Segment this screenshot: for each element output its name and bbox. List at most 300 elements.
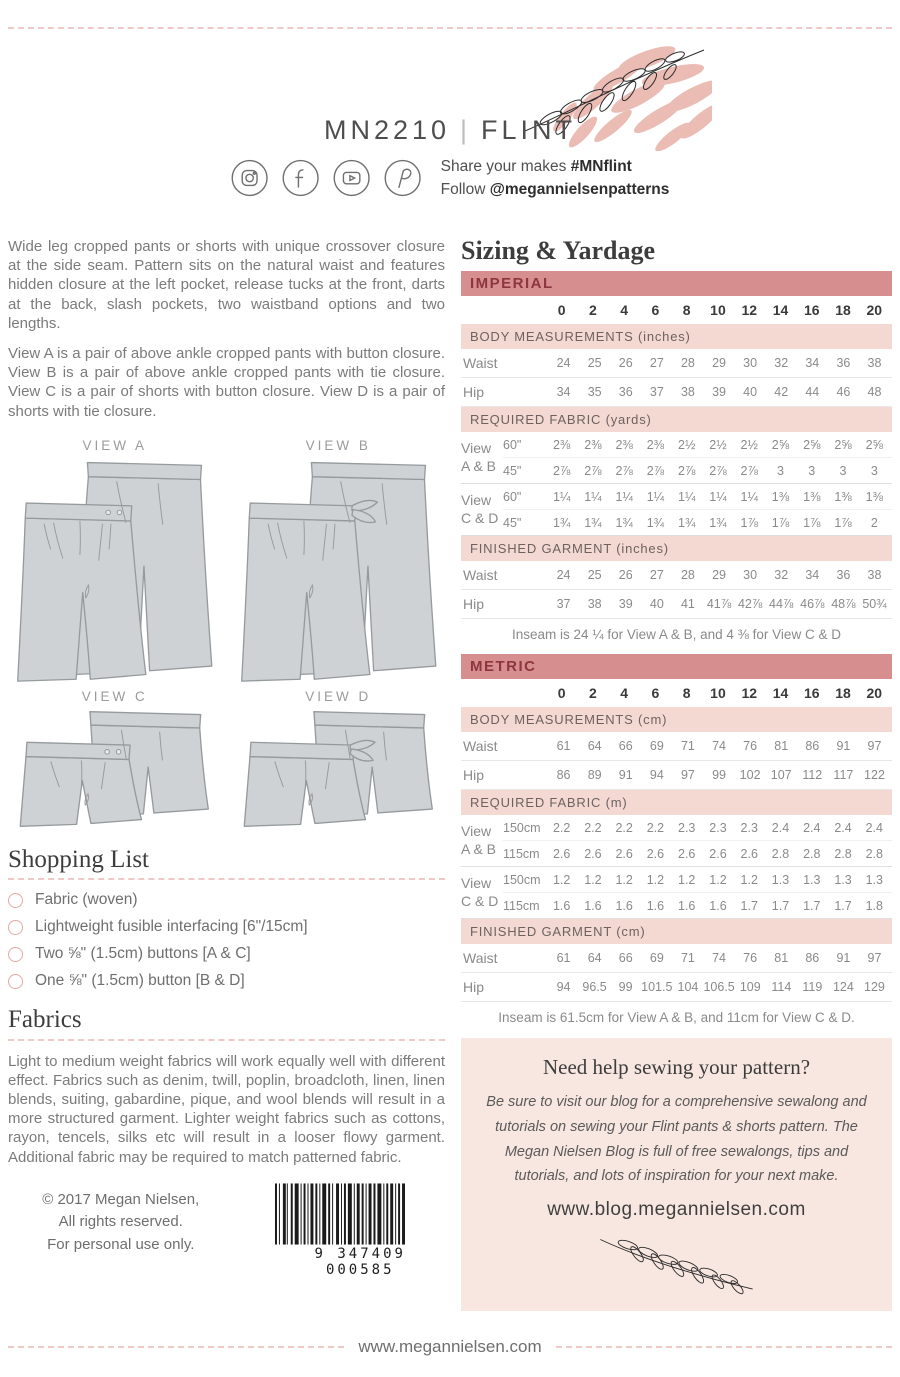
copyright-line: All rights reserved. xyxy=(58,1213,183,1231)
table-cell: 1⅜ xyxy=(834,489,852,504)
table-cell: 64 xyxy=(587,739,602,754)
table-cell: 2.6 xyxy=(678,846,696,861)
body-measurements-band: BODY MEASUREMENTS (cm) xyxy=(461,707,892,732)
table-cell: 38 xyxy=(587,597,602,612)
table-cell: 1.2 xyxy=(678,872,696,887)
table-cell: 2.8 xyxy=(865,846,883,861)
shopping-item-label: One ⅝" (1.5cm) button [B & D] xyxy=(35,972,245,990)
shopping-item-label: Two ⅝" (1.5cm) buttons [A & C] xyxy=(35,945,251,963)
fabric-group-view-cd xyxy=(461,867,892,919)
shopping-item-label: Lightweight fusible interfacing [6"/15cm] xyxy=(35,918,308,936)
table-cell: 2.3 xyxy=(678,820,696,835)
instagram-icon xyxy=(231,159,269,197)
row-label: Waist xyxy=(463,567,498,584)
share-hashtag: #MNflint xyxy=(570,158,632,175)
fabric-row xyxy=(503,815,892,840)
youtube-icon xyxy=(333,159,371,197)
table-cell: 122 xyxy=(864,768,885,783)
table-cell: 2.4 xyxy=(771,820,790,835)
table-cell: 2.4 xyxy=(803,820,821,835)
table-cell: 1.6 xyxy=(709,898,727,913)
table-cell: 10 xyxy=(710,302,726,319)
width-label: 45" xyxy=(503,463,522,478)
imperial-header-bar: IMPERIAL xyxy=(461,271,892,296)
finished-garment-band: FINISHED GARMENT (inches) xyxy=(461,536,892,561)
table-cell: 86 xyxy=(556,768,571,783)
table-cell: 1¼ xyxy=(584,489,602,504)
table-cell: 1¾ xyxy=(709,515,727,530)
table-cell: 32 xyxy=(774,356,789,371)
table-cell: 129 xyxy=(864,980,885,995)
table-cell: 2⅝ xyxy=(865,437,883,452)
width-label: 150cm xyxy=(503,820,541,835)
table-cell: 44 xyxy=(805,385,820,400)
inseam-note: Inseam is 24 ¼ for View A & B, and 4 ⅜ for View C & D xyxy=(512,627,841,643)
table-cell: 48 xyxy=(867,385,882,400)
width-label: 115cm xyxy=(503,846,540,861)
checklist-circle-icon xyxy=(8,947,23,962)
table-cell: 38 xyxy=(867,356,882,371)
table-cell: 1.3 xyxy=(865,872,883,887)
width-label: 60" xyxy=(503,437,522,452)
shopping-item xyxy=(8,972,445,990)
table-cell: 42 xyxy=(774,385,789,400)
row-label: Waist xyxy=(463,950,498,967)
leaf-branch-decoration xyxy=(584,1223,769,1301)
table-cell: 3 xyxy=(870,463,878,478)
table-row-waist xyxy=(461,349,892,378)
table-cell: 3 xyxy=(777,463,784,478)
table-cell: 64 xyxy=(587,951,602,966)
table-cell: 14 xyxy=(772,302,789,319)
footer xyxy=(8,1337,892,1357)
table-cell: 0 xyxy=(557,685,566,702)
table-cell: 24 xyxy=(556,568,571,583)
checklist-circle-icon xyxy=(8,974,23,989)
table-cell: 1¼ xyxy=(709,489,727,504)
table-cell: 91 xyxy=(836,951,851,966)
table-cell: 26 xyxy=(618,356,633,371)
table-cell: 1¾ xyxy=(584,515,602,530)
table-cell: 1¼ xyxy=(615,489,633,504)
table-cell: 1.3 xyxy=(771,872,790,887)
help-title: Need help sewing your pattern? xyxy=(542,1055,811,1080)
table-cell: 76 xyxy=(743,739,758,754)
required-fabric-band: REQUIRED FABRIC (yards) xyxy=(461,407,892,432)
table-cell: 32 xyxy=(774,568,789,583)
dashed-divider xyxy=(8,1039,445,1041)
table-cell: 2⅞ xyxy=(709,463,727,478)
table-cell: 2.6 xyxy=(709,846,727,861)
table-cell: 1.2 xyxy=(740,872,758,887)
table-cell: 38 xyxy=(867,568,882,583)
table-cell: 36 xyxy=(618,385,633,400)
table-cell: 1¾ xyxy=(615,515,633,530)
table-cell: 36 xyxy=(836,568,851,583)
help-box xyxy=(461,1038,892,1311)
row-label: Hip xyxy=(463,384,485,401)
table-cell: 114 xyxy=(771,980,792,995)
width-label: 115cm xyxy=(503,898,540,913)
follow-handle: @megannielsenpatterns xyxy=(489,181,670,199)
table-cell: 74 xyxy=(712,951,726,966)
table-cell: 74 xyxy=(712,739,726,754)
table-cell: 91 xyxy=(618,768,633,783)
checklist-circle-icon xyxy=(8,920,23,935)
footer-url: www.megannielsen.com xyxy=(358,1337,542,1356)
table-cell: 2⅝ xyxy=(771,437,790,452)
table-cell: 1⅜ xyxy=(771,489,790,504)
copyright-line: For personal use only. xyxy=(47,1235,195,1253)
view-d-illustration xyxy=(232,706,446,832)
pinterest-icon xyxy=(384,159,422,197)
table-cell: 106.5 xyxy=(703,980,735,995)
fabrics-paragraph: Light to medium weight fabrics will work equally well with different effect. Fabrics such as denim, twill, poplin, broadcloth, linen, linen blends, suiting, gabardine, pique, and wool blends will result in a more structured garment. Lighter weight fabrics such as cottons, rayon, tencels, silks etc will result in a looser flowy garment. Additional fabric may be required to match patterned fabric. xyxy=(8,1052,445,1166)
width-label: 150cm xyxy=(503,872,541,887)
table-cell: 34 xyxy=(556,385,571,400)
table-cell: 1⅞ xyxy=(803,515,821,530)
right-column xyxy=(461,237,892,1311)
table-cell: 96.5 xyxy=(582,980,607,995)
fabric-group-view-ab xyxy=(461,815,892,867)
table-cell: 35 xyxy=(587,385,602,400)
table-cell: 8 xyxy=(682,685,691,702)
copyright-line: © 2017 Megan Nielsen, xyxy=(42,1190,200,1208)
table-cell: 27 xyxy=(649,356,664,371)
table-cell: 1.2 xyxy=(552,872,571,887)
table-cell: 1⅞ xyxy=(771,515,790,530)
table-cell: 37 xyxy=(556,597,571,612)
table-cell: 14 xyxy=(772,685,789,702)
table-cell: 1.3 xyxy=(834,872,852,887)
table-cell: 16 xyxy=(803,685,820,702)
row-label: Waist xyxy=(463,738,498,755)
table-cell: 29 xyxy=(712,356,726,371)
table-cell: 2.6 xyxy=(740,846,758,861)
table-cell: 16 xyxy=(803,302,820,319)
table-cell: 2⅞ xyxy=(678,463,696,478)
table-cell: 91 xyxy=(836,739,851,754)
table-cell: 99 xyxy=(618,980,633,995)
table-cell: 2⅞ xyxy=(740,463,758,478)
view-b-illustration xyxy=(232,455,446,683)
table-cell: 20 xyxy=(866,685,883,702)
table-cell: 94 xyxy=(649,768,664,783)
table-cell: 109 xyxy=(739,980,761,995)
group-label: View A & B xyxy=(461,440,497,474)
table-cell: 2⅜ xyxy=(615,437,633,452)
title-divider: | xyxy=(460,115,472,145)
table-cell: 66 xyxy=(618,951,633,966)
pattern-name: FLINT xyxy=(481,115,577,145)
table-cell: 94 xyxy=(556,980,571,995)
fabric-row xyxy=(503,892,892,918)
table-cell: 89 xyxy=(587,768,602,783)
table-cell: 1.2 xyxy=(709,872,727,887)
table-cell: 0 xyxy=(557,302,566,319)
table-cell: 6 xyxy=(651,685,660,702)
table-cell: 25 xyxy=(587,568,602,583)
table-cell: 6 xyxy=(651,302,660,319)
social-row xyxy=(231,155,670,202)
social-text xyxy=(441,155,670,202)
fabric-row xyxy=(503,457,892,483)
table-row-hip xyxy=(461,973,892,1002)
table-cell: 1.2 xyxy=(615,872,633,887)
table-cell: 102 xyxy=(739,768,761,783)
shopping-item xyxy=(8,918,445,936)
table-cell: 2⅞ xyxy=(646,463,665,478)
table-cell: 107 xyxy=(770,768,792,783)
table-cell: 2.8 xyxy=(803,846,821,861)
table-row-waist xyxy=(461,732,892,761)
table-cell: 48⅞ xyxy=(831,597,856,612)
table-cell: 117 xyxy=(833,768,854,783)
copyright-text xyxy=(8,1183,233,1257)
table-cell: 1¾ xyxy=(552,515,571,530)
table-cell: 28 xyxy=(680,356,695,371)
table-cell: 1⅞ xyxy=(740,515,758,530)
size-header-row xyxy=(461,296,892,324)
dashed-divider xyxy=(8,878,445,880)
footer-dashed-line xyxy=(556,1346,892,1348)
table-cell: 86 xyxy=(805,739,820,754)
table-cell: 20 xyxy=(866,302,883,319)
table-cell: 18 xyxy=(835,302,851,319)
metric-header-bar: METRIC xyxy=(461,654,892,679)
table-cell: 27 xyxy=(649,568,664,583)
view-a-label: VIEW A xyxy=(82,437,147,453)
shopping-item-label: Fabric (woven) xyxy=(35,891,138,909)
table-cell: 101.5 xyxy=(641,980,673,995)
table-cell: 25 xyxy=(587,356,602,371)
view-c-illustration xyxy=(8,706,222,832)
table-cell: 1.6 xyxy=(584,898,602,913)
description-paragraph-1: Wide leg cropped pants or shorts with unique crossover closure at the side seam. Pattern sits on the natural waist and features hidden closure at the left pocket, release tucks at the front, darts at the back, slash pockets, two waistband options and two lengths. xyxy=(8,238,445,332)
group-label: View C & D xyxy=(461,492,499,526)
table-cell: 2⅞ xyxy=(552,463,571,478)
table-cell: 71 xyxy=(680,951,695,966)
table-cell: 30 xyxy=(743,568,758,583)
table-cell: 1⅜ xyxy=(865,489,883,504)
row-label: Hip xyxy=(463,979,485,996)
left-column xyxy=(8,237,445,1278)
table-cell: 66 xyxy=(618,739,633,754)
table-cell: 104 xyxy=(677,980,699,995)
blog-url: www.blog.megannielsen.com xyxy=(547,1198,806,1220)
table-cell: 97 xyxy=(867,951,882,966)
table-cell: 30 xyxy=(743,356,758,371)
width-label: 45" xyxy=(503,515,522,530)
view-c-label: VIEW C xyxy=(81,688,148,704)
table-cell: 76 xyxy=(743,951,758,966)
row-label: Hip xyxy=(463,767,485,784)
table-cell: 1¼ xyxy=(646,489,665,504)
inseam-note: Inseam is 61.5cm for View A & B, and 11cm for View C & D. xyxy=(498,1010,855,1026)
table-cell: 3 xyxy=(839,463,847,478)
table-cell: 2.6 xyxy=(584,846,602,861)
barcode-bars xyxy=(275,1183,405,1245)
table-cell: 46 xyxy=(836,385,851,400)
table-cell: 99 xyxy=(712,768,726,783)
table-cell: 39 xyxy=(618,597,633,612)
help-body: Be sure to visit our blog for a comprehensive sewalong and tutorials on sewing your Flint pants & shorts pattern. The Megan Nielsen Blog is full of free sewalongs, tips and tutorials, and lots of inspiration for your next make. xyxy=(486,1094,867,1185)
table-cell: 124 xyxy=(832,980,854,995)
table-cell: 1.7 xyxy=(740,898,758,913)
table-cell: 69 xyxy=(649,951,664,966)
table-cell: 41 xyxy=(680,597,695,612)
table-cell: 29 xyxy=(712,568,726,583)
table-cell: 1⅜ xyxy=(803,489,821,504)
table-cell: 2½ xyxy=(678,437,696,452)
table-cell: 4 xyxy=(620,685,629,702)
table-cell: 34 xyxy=(805,356,820,371)
table-row-hip xyxy=(461,761,892,790)
sizing-yardage-heading: Sizing & Yardage xyxy=(461,236,656,265)
table-cell: 1⅞ xyxy=(834,515,852,530)
table-row-waist xyxy=(461,561,892,590)
table-cell: 2.4 xyxy=(834,820,852,835)
table-cell: 39 xyxy=(712,385,726,400)
table-cell: 2.6 xyxy=(552,846,571,861)
table-cell: 2.8 xyxy=(771,846,790,861)
barcode xyxy=(275,1183,445,1278)
table-cell: 71 xyxy=(680,739,695,754)
fabric-row xyxy=(503,867,892,892)
table-cell: 61 xyxy=(556,951,571,966)
required-fabric-band: REQUIRED FABRIC (m) xyxy=(461,790,892,815)
table-cell: 81 xyxy=(774,739,789,754)
row-label: Hip xyxy=(463,596,485,613)
table-cell: 2⅞ xyxy=(584,463,602,478)
table-cell: 1.7 xyxy=(834,898,852,913)
table-cell: 2.4 xyxy=(865,820,883,835)
table-cell: 2 xyxy=(870,515,878,530)
view-d-label: VIEW D xyxy=(305,688,372,704)
table-cell: 2.2 xyxy=(646,820,665,835)
table-cell: 40 xyxy=(649,597,664,612)
table-cell: 2.3 xyxy=(740,820,758,835)
table-cell: 8 xyxy=(682,302,691,319)
table-row-waist xyxy=(461,944,892,973)
table-cell: 1.6 xyxy=(552,898,571,913)
table-cell: 41⅞ xyxy=(706,597,732,612)
table-cell: 81 xyxy=(774,951,789,966)
group-label: View A & B xyxy=(461,823,497,857)
table-cell: 4 xyxy=(620,302,629,319)
facebook-icon xyxy=(282,159,320,197)
table-cell: 61 xyxy=(556,739,571,754)
table-cell: 2 xyxy=(589,302,597,319)
table-cell: 97 xyxy=(867,739,882,754)
shopping-item xyxy=(8,945,445,963)
table-cell: 2⅜ xyxy=(584,437,602,452)
table-cell: 28 xyxy=(680,568,695,583)
checklist-circle-icon xyxy=(8,893,23,908)
table-cell: 2⅝ xyxy=(803,437,821,452)
table-cell: 26 xyxy=(618,568,633,583)
table-cell: 1¾ xyxy=(646,515,665,530)
share-prefix: Share your makes xyxy=(440,158,571,175)
table-cell: 1.6 xyxy=(678,898,696,913)
table-cell: 119 xyxy=(802,980,823,995)
metric-table xyxy=(461,654,892,1025)
view-b-label: VIEW B xyxy=(305,437,371,453)
table-row-hip xyxy=(461,590,892,619)
table-cell: 2.8 xyxy=(834,846,852,861)
size-header-row xyxy=(461,679,892,707)
fabric-group-view-cd xyxy=(461,484,892,536)
imperial-table xyxy=(461,271,892,642)
table-cell: 37 xyxy=(649,385,664,400)
table-cell: 2.2 xyxy=(584,820,602,835)
row-label: Waist xyxy=(463,355,498,372)
table-cell: 1.8 xyxy=(865,898,883,913)
table-cell: 42⅞ xyxy=(737,597,763,612)
table-cell: 1.2 xyxy=(584,872,602,887)
table-cell: 1.7 xyxy=(803,898,821,913)
barcode-digits: 9 347409 000585 xyxy=(314,1245,406,1278)
follow-prefix: Follow xyxy=(440,181,490,199)
table-cell: 2⅜ xyxy=(552,437,571,452)
header xyxy=(8,29,892,237)
table-cell: 3 xyxy=(808,463,816,478)
fabric-row xyxy=(503,484,892,509)
fabrics-heading: Fabrics xyxy=(8,1006,82,1034)
fabric-group-view-ab xyxy=(461,432,892,484)
fabric-row xyxy=(503,840,892,866)
table-cell: 1¼ xyxy=(552,489,571,504)
finished-garment-band: FINISHED GARMENT (cm) xyxy=(461,919,892,944)
table-cell: 2½ xyxy=(740,437,758,452)
table-cell: 86 xyxy=(805,951,820,966)
pattern-envelope-back xyxy=(0,27,900,1311)
view-a-illustration xyxy=(8,455,222,683)
shopping-list-heading: Shopping List xyxy=(8,845,149,873)
table-cell: 1¾ xyxy=(678,515,696,530)
table-cell: 2 xyxy=(589,685,597,702)
table-cell: 2⅞ xyxy=(615,463,633,478)
table-cell: 12 xyxy=(741,685,758,702)
table-cell: 1.2 xyxy=(646,872,665,887)
table-cell: 10 xyxy=(710,685,726,702)
table-cell: 2.2 xyxy=(615,820,633,835)
pattern-code: MN2210 xyxy=(323,115,451,145)
width-label: 60" xyxy=(503,489,522,504)
table-cell: 36 xyxy=(836,356,851,371)
shopping-item xyxy=(8,891,445,909)
table-cell: 112 xyxy=(802,768,823,783)
table-cell: 2⅝ xyxy=(834,437,852,452)
footer-dashed-line xyxy=(8,1346,344,1348)
table-cell: 38 xyxy=(680,385,695,400)
table-cell: 34 xyxy=(805,568,820,583)
table-cell: 44⅞ xyxy=(769,597,794,612)
view-illustrations xyxy=(8,432,445,832)
table-cell: 97 xyxy=(680,768,695,783)
table-cell: 69 xyxy=(649,739,664,754)
table-cell: 24 xyxy=(556,356,571,371)
table-cell: 12 xyxy=(741,302,758,319)
table-cell: 46⅞ xyxy=(800,597,825,612)
fabric-row xyxy=(503,432,892,457)
table-cell: 18 xyxy=(835,685,851,702)
group-label: View C & D xyxy=(461,875,499,909)
table-cell: 1.6 xyxy=(615,898,633,913)
table-row-hip xyxy=(461,378,892,407)
table-cell: 1.7 xyxy=(771,898,790,913)
table-cell: 1¼ xyxy=(678,489,696,504)
